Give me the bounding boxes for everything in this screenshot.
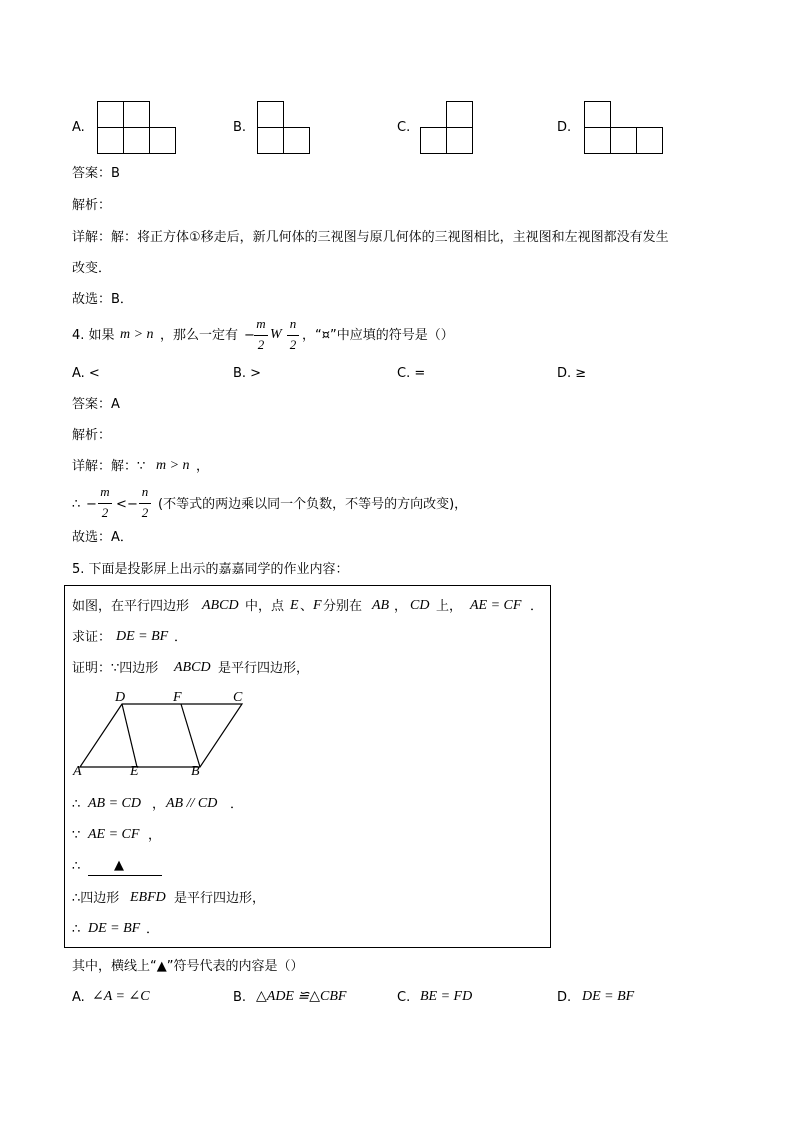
q5-option-d-label: D. [557,990,572,1005]
q4-option-c: C. = [397,366,426,381]
q4-ineq-right-numerator: n [141,484,149,499]
q5-option-a-math: ∠A = ∠C [92,989,150,1004]
q5-step3-blank-triangle: ▲ [114,858,124,873]
q4-ineq-right-denominator: 2 [141,505,149,520]
q5-option-b-label: B. [233,990,247,1005]
q4-stem-mid: ，那么一定有 [160,328,239,343]
q4-stem-suffix: ，“¤”中应填的符号是（） [302,328,454,343]
q5-line1-abcd: ABCD [202,598,239,613]
q5-option-c-label: C. [397,990,411,1005]
q4-frac-right-bar [287,335,299,336]
q4-ineq-left-numerator: m [100,484,110,499]
q3-option-b-label: B. [233,120,247,135]
q4-detail-condition: m > n [156,458,190,473]
q4-minus-sign: − [244,328,255,343]
q5-step4-sym: ∴四边形 [72,891,120,906]
q4-frac-right-denominator: 2 [289,337,297,352]
q5-step1-math2: AB // CD [166,796,218,811]
q5-proof-label: 证明：∵四边形 [72,661,159,676]
q3-option-a-figure [97,101,177,155]
q4-ineq-sign: < [116,497,127,512]
q3-answer: 答案：B [72,166,120,181]
q5-proof-abcd: ABCD [174,660,211,675]
q5-step1-end: ． [230,797,244,812]
q5-option-d-math: DE = BF [582,989,635,1004]
point-label-c: C [233,690,243,705]
q5-step5-end: ． [146,922,160,937]
q4-ineq-minus-right: − [127,497,138,512]
point-label-b: B [191,764,200,779]
point-label-d: D [115,690,126,705]
q5-line1-b: 中，点 [245,599,285,614]
q4-detail-prefix: 详解：解：∵ [72,459,146,474]
q5-step2-sym: ∵ [72,828,81,843]
q3-option-b-figure [257,101,311,155]
q4-answer: 答案：A [72,397,120,412]
point-label-a: A [73,764,82,779]
q5-line1-cd: CD [410,598,430,613]
q3-option-c-label: C. [397,120,411,135]
q3-choice: 故选：B． [72,292,133,307]
q4-analysis: 解析： [72,428,112,443]
q4-stem-prefix: 4. 如果 [72,328,115,343]
q4-frac-left-bar [254,335,268,336]
q5-line1-eq: AE = CF [470,598,522,613]
q5-prove-end: ． [174,630,188,645]
q4-ineq-left-bar [98,503,112,504]
q3-option-d-figure [584,101,664,155]
q4-ineq-note: (不等式的两边乘以同一个负数，不等号的方向改变)， [158,497,468,512]
q5-step1-comma: ， [152,797,166,812]
q4-therefore: ∴ [72,497,81,512]
q5-step1-math: AB = CD [88,796,141,811]
q5-step2-math: AE = CF [88,827,140,842]
q5-option-b-math: △ADE ≌△CBF [256,989,347,1004]
q5-line1-a: 如图，在平行四边形 [72,599,190,614]
q5-step3-blank-line [88,875,162,876]
q5-parallelogram-figure [70,688,250,783]
q3-option-d-label: D. [557,120,572,135]
q4-placeholder-symbol: W [270,327,282,342]
q4-option-d: D. ≥ [557,366,587,381]
q3-option-a-label: A. [72,120,85,135]
q5-proof-tail: 是平行四边形， [218,661,310,676]
parallelogram-lines [80,704,242,767]
point-label-f: F [173,690,182,705]
q4-option-a: A. < [72,366,100,381]
q5-line1-sep: 、 [300,599,314,614]
q5-line1-d: 上， [436,599,463,614]
q5-line1-comma: ， [394,599,408,614]
q3-detail-line2: 改变． [72,261,112,276]
q5-step4-math: EBFD [130,890,166,905]
q5-line1-c: 分别在 [323,599,363,614]
q5-question: 其中，横线上“▲”符号代表的内容是（） [72,959,304,974]
q3-detail-line1: 详解：解：将正方体①移走后，新几何体的三视图与原几何体的三视图相比，主视图和左视图都没有发生 [72,230,669,245]
q4-frac-right-numerator: n [289,316,297,331]
q4-frac-left-numerator: m [256,316,266,331]
point-label-e: E [130,764,139,779]
q5-option-a-label: A. [72,990,85,1005]
q5-line1-ab: AB [372,598,390,613]
q4-ineq-right-bar [139,503,151,504]
q4-frac-left-denominator: 2 [257,337,265,352]
q3-option-c-figure [420,101,474,155]
q5-step2-end: ， [148,828,162,843]
q5-line1-f: F [313,598,322,613]
q4-ineq-left-denominator: 2 [101,505,109,520]
q5-stem: 5. 下面是投影屏上出示的嘉嘉同学的作业内容： [72,562,349,577]
q5-step5-sym: ∴ [72,922,81,937]
q5-prove-eq: DE = BF [116,629,169,644]
q4-choice: 故选：A． [72,530,133,545]
q4-detail-comma: ， [196,459,210,474]
q3-analysis: 解析： [72,198,112,213]
q5-step3-sym: ∴ [72,859,81,874]
q5-option-c-math: BE = FD [420,989,473,1004]
q4-stem-condition: m > n [120,327,154,342]
q5-line1-end: ． [530,599,544,614]
q5-line1-e: E [290,598,299,613]
q5-step4-tail: 是平行四边形， [174,891,266,906]
q5-prove-label: 求证： [72,630,112,645]
q5-step1-sym: ∴ [72,797,81,812]
q4-ineq-minus-left: − [86,497,97,512]
q4-option-b: B. > [233,366,262,381]
q5-step5-math: DE = BF [88,921,141,936]
